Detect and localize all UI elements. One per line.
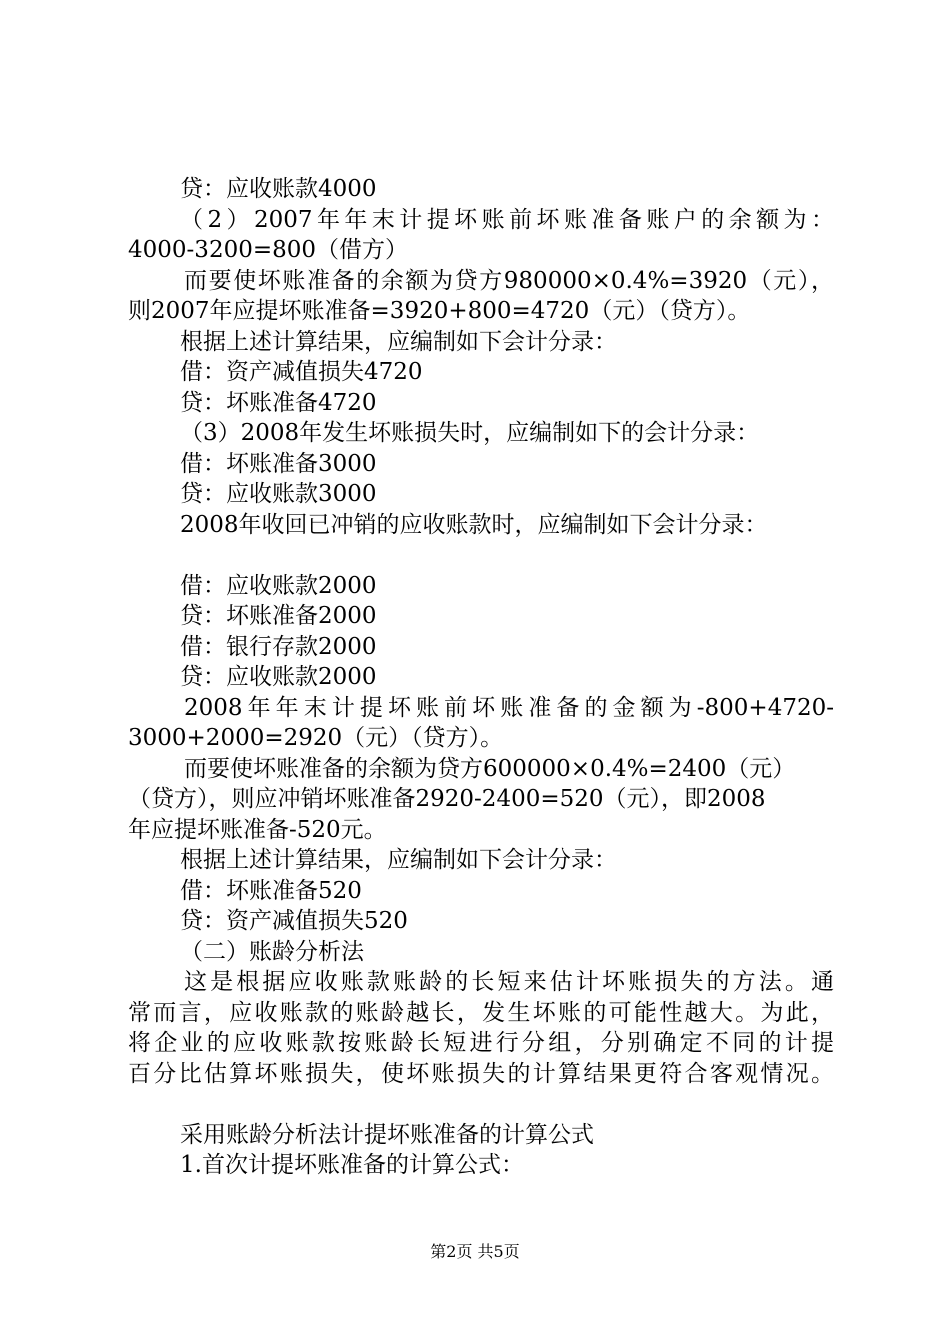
text-line: 百分比估算坏账损失，使坏账损失的计算结果更符合客观情况。 xyxy=(128,1060,834,1087)
blank-line xyxy=(128,540,834,571)
text-line: 贷：坏账准备4720 xyxy=(180,389,377,416)
text-line: 借：坏账准备3000 xyxy=(180,450,377,477)
text-line: 1.首次计提坏账准备的计算公式： xyxy=(180,1152,524,1178)
text-line: （贷方），则应冲销坏账准备2920-2400=520（元），即2008 xyxy=(128,786,766,812)
text-line: 这是根据应收账款账龄的长短来估计坏账损失的方法。通 xyxy=(184,969,834,995)
text-line: 常而言，应收账款的账龄越长，发生坏账的可能性越大。为此， xyxy=(128,999,834,1026)
text-line: 借：应收账款2000 xyxy=(180,572,377,599)
text-line: 2008年年末计提坏账前坏账准备的金额为-800+4720- xyxy=(184,694,834,721)
text-line: 年应提坏账准备-520元。 xyxy=(128,816,387,843)
text-line: 贷：坏账准备2000 xyxy=(180,603,377,629)
text-line: 而要使坏账准备的余额为贷方980000×0.4%=3920（元）， xyxy=(184,267,834,294)
text-line: 4000-3200=800（借方） xyxy=(128,237,409,263)
text-line: 贷：应收账款2000 xyxy=(180,664,377,690)
text-line: 贷：应收账款3000 xyxy=(180,481,377,507)
document-body xyxy=(128,174,834,1181)
text-line: 3000+2000=2920（元）（贷方）。 xyxy=(128,725,504,751)
text-line: 而要使坏账准备的余额为贷方600000×0.4%=2400（元） xyxy=(184,755,796,782)
text-line: 将企业的应收账款按账龄长短进行分组，分别确定不同的计提 xyxy=(128,1030,834,1056)
text-line: 贷：资产减值损失520 xyxy=(180,908,408,934)
text-line: 采用账龄分析法计提坏账准备的计算公式 xyxy=(180,1121,594,1148)
blank-line xyxy=(128,1089,834,1120)
text-line: （2）2007年年末计提坏账前坏账准备账户的余额为： xyxy=(180,206,834,233)
text-line: 根据上述计算结果，应编制如下会计分录： xyxy=(180,847,617,873)
text-line: 根据上述计算结果，应编制如下会计分录： xyxy=(180,328,617,355)
page-number-footer: 第2页 共5页 xyxy=(430,1242,520,1261)
text-line: （3）2008年发生坏账损失时，应编制如下的会计分录： xyxy=(180,420,760,446)
text-line: 2008年收回已冲销的应收账款时，应编制如下会计分录： xyxy=(180,511,768,538)
text-line: 则2007年应提坏账准备=3920+800=4720（元）（贷方）。 xyxy=(128,298,751,324)
section-heading: （二）账龄分析法 xyxy=(180,938,364,965)
text-line: 借：资产减值损失4720 xyxy=(180,359,423,385)
text-line: 借：坏账准备520 xyxy=(180,877,362,904)
text-line: 借：银行存款2000 xyxy=(180,633,377,660)
text-line: 贷：应收账款4000 xyxy=(180,176,377,202)
